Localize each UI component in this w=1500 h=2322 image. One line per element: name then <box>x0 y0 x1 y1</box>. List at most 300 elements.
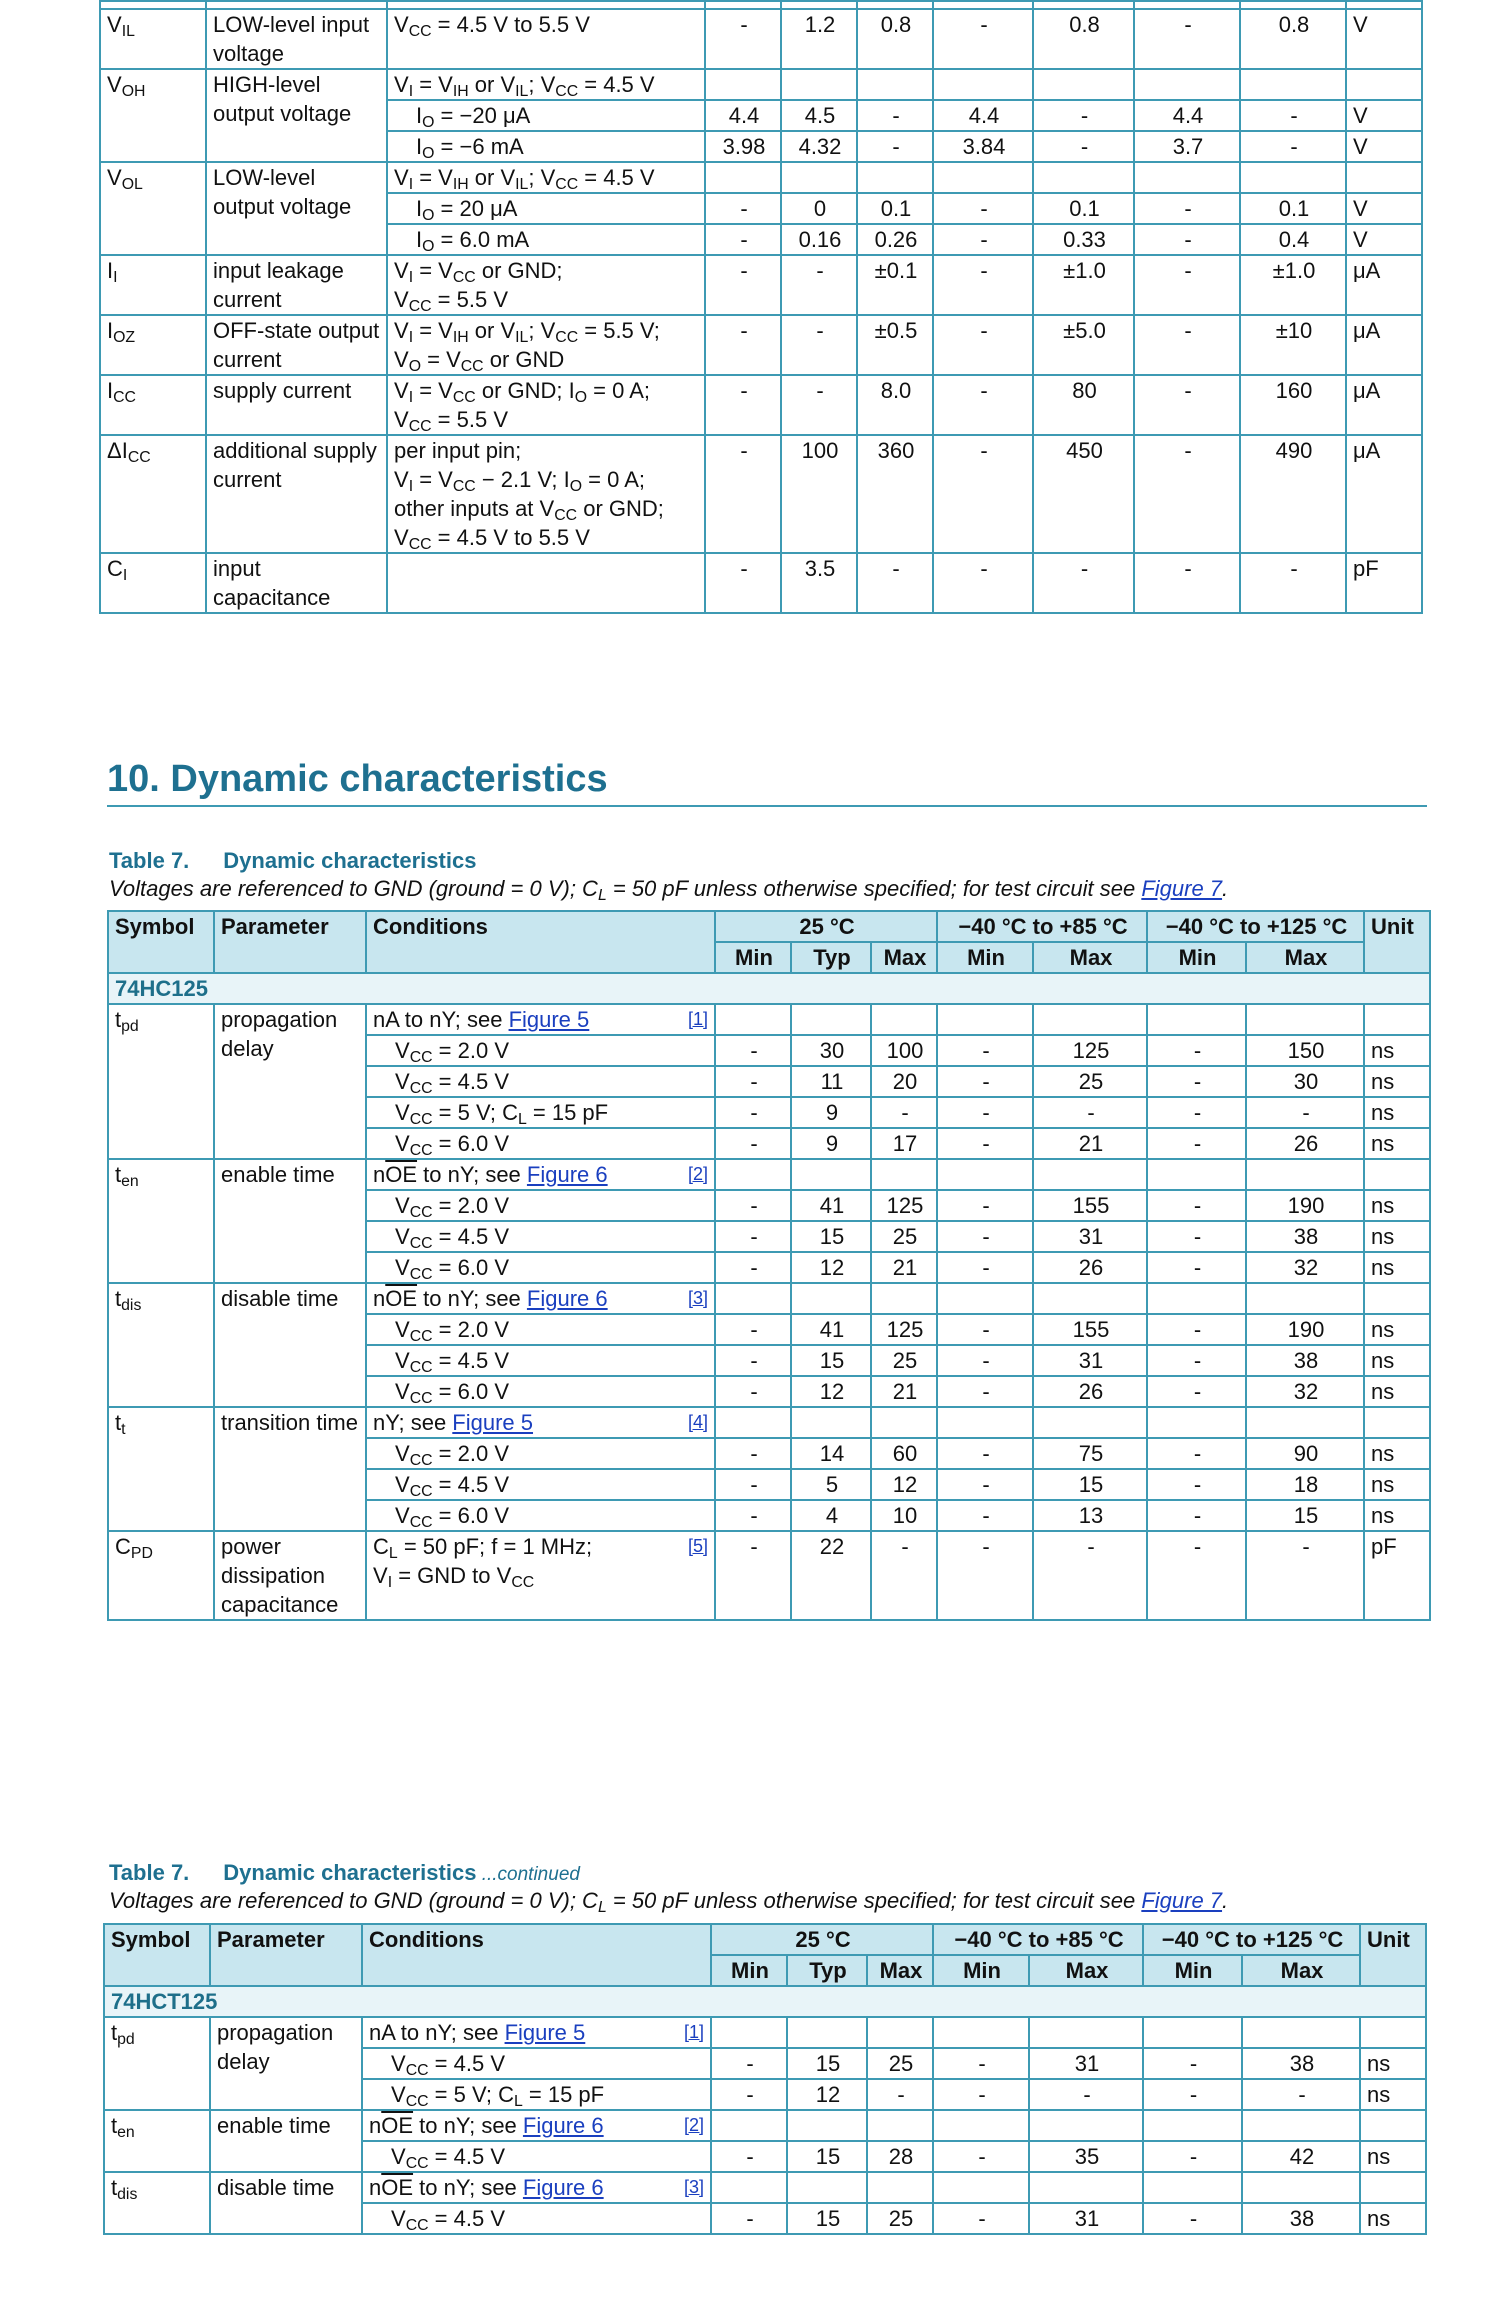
value-cell: - <box>933 9 1033 69</box>
conditions-cell <box>366 1314 715 1345</box>
value-cell: ±0.1 <box>857 255 933 315</box>
parameter-cell: power dissipation capacitance <box>214 1531 366 1620</box>
conditions-text <box>391 2049 706 2078</box>
value-cell: 100 <box>871 1035 937 1066</box>
symbol-cell: $I_{OZ}$ <box>100 315 206 375</box>
table-caption <box>109 848 476 874</box>
empty-cell <box>1143 2172 1242 2203</box>
value-cell: - <box>937 1128 1033 1159</box>
empty-cell <box>781 162 857 193</box>
empty-cell <box>867 2017 933 2048</box>
empty-cell <box>1346 162 1422 193</box>
header-symbol: Symbol <box>104 1924 210 1986</box>
conditions-cell <box>362 2048 711 2079</box>
empty-cell <box>1346 1 1422 9</box>
conditions-text <box>394 256 700 314</box>
value-cell: 9 <box>791 1128 871 1159</box>
value-cell: - <box>1033 553 1134 613</box>
value-cell: 12 <box>791 1252 871 1283</box>
empty-cell <box>857 162 933 193</box>
conditions-cell <box>362 2110 711 2141</box>
empty-cell <box>711 2017 787 2048</box>
value-cell: - <box>1147 1066 1246 1097</box>
value-cell: 28 <box>867 2141 933 2172</box>
conditions-value: $V_{CC} = 2.0$ V <box>395 1038 510 1066</box>
conditions-cell <box>387 193 705 224</box>
conditions-cell <box>366 1128 715 1159</box>
value-cell: - <box>1033 100 1134 131</box>
value-cell: 490 <box>1240 435 1346 553</box>
conditions-value: $V_{CC} = 4.5$ V <box>391 2144 506 2172</box>
value-cell: 125 <box>1033 1035 1147 1066</box>
value-cell: - <box>711 2079 787 2110</box>
conditions-value: $I_O = -20$ μA <box>416 103 531 131</box>
header-25c: 25 °C <box>715 911 937 942</box>
empty-cell <box>1246 1004 1364 1035</box>
value-cell: 9 <box>791 1097 871 1128</box>
value-cell: - <box>715 1469 791 1500</box>
conditions-text <box>395 1098 710 1127</box>
value-cell: 5 <box>791 1469 871 1500</box>
symbol-cell: $t_t$ <box>108 1407 214 1531</box>
conditions-text <box>395 1377 710 1406</box>
conditions-value: $V_{CC} = 4.5$ V to 5.5 V <box>394 12 590 40</box>
value-cell: 15 <box>1033 1469 1147 1500</box>
value-cell: 38 <box>1246 1345 1364 1376</box>
value-cell: 26 <box>1246 1128 1364 1159</box>
value-cell: 15 <box>787 2203 867 2234</box>
value-cell: - <box>933 375 1033 435</box>
empty-cell <box>715 1407 791 1438</box>
continued-label: ...continued <box>476 1864 580 1885</box>
empty-cell <box>871 1283 937 1314</box>
value-cell: 0.16 <box>781 224 857 255</box>
conditions-text <box>373 1005 710 1034</box>
unit-cell: V <box>1346 131 1422 162</box>
empty-cell <box>867 2172 933 2203</box>
value-cell: - <box>1143 2079 1242 2110</box>
value-cell: - <box>705 315 781 375</box>
conditions-value: $V_{CC} = 6.0$ V <box>395 1255 510 1283</box>
value-cell: 11 <box>791 1066 871 1097</box>
conditions-value: $n\overline{OE}$ to nY; see Figure 6 <box>373 1162 608 1187</box>
value-cell: 12 <box>791 1376 871 1407</box>
conditions-cell <box>387 435 705 553</box>
value-cell: - <box>1143 2141 1242 2172</box>
value-cell: 125 <box>871 1314 937 1345</box>
empty-cell <box>791 1283 871 1314</box>
value-cell: - <box>705 553 781 613</box>
unit-cell: pF <box>1364 1531 1430 1620</box>
conditions-text <box>373 1160 710 1189</box>
empty-cell <box>871 1159 937 1190</box>
conditions-text <box>395 1067 710 1096</box>
empty-cell <box>711 2172 787 2203</box>
unit-cell: ns <box>1364 1469 1430 1500</box>
table-note-continued <box>109 1888 1228 1914</box>
parameter-cell: additional supply current <box>206 435 387 553</box>
value-cell: - <box>715 1376 791 1407</box>
empty-cell <box>1033 1283 1147 1314</box>
value-cell: 4.4 <box>933 100 1033 131</box>
conditions-cell <box>362 2172 711 2203</box>
symbol-cell: $C_{PD}$ <box>108 1531 214 1620</box>
value-cell: - <box>711 2141 787 2172</box>
value-cell: 0.1 <box>857 193 933 224</box>
conditions-value: $V_{CC} = 5$ V; $C_L = 15$ pF <box>395 1100 609 1128</box>
empty-cell <box>933 2172 1029 2203</box>
empty-cell <box>1246 1407 1364 1438</box>
header-max: Max <box>1033 942 1147 973</box>
footnote-link[interactable]: [2] <box>683 2115 704 2135</box>
unit-cell: ns <box>1364 1190 1430 1221</box>
value-cell: ±1.0 <box>1033 255 1134 315</box>
value-cell: - <box>715 1531 791 1620</box>
symbol-cell: $t_{en}$ <box>104 2110 210 2172</box>
empty-cell <box>1242 2110 1360 2141</box>
value-cell: - <box>933 255 1033 315</box>
parameter-cell: propagation delay <box>210 2017 362 2110</box>
dynamic-characteristics-table <box>107 910 1431 1621</box>
parameter-cell: enable time <box>210 2110 362 2172</box>
value-cell: - <box>1240 131 1346 162</box>
empty-cell <box>1360 2110 1426 2141</box>
conditions-cell <box>362 2203 711 2234</box>
table-row <box>100 553 1422 613</box>
table-row <box>104 2172 1426 2203</box>
value-cell: 0.8 <box>1033 9 1134 69</box>
empty-cell <box>871 1407 937 1438</box>
value-cell: - <box>1134 375 1240 435</box>
empty-cell <box>791 1159 871 1190</box>
value-cell: 60 <box>871 1438 937 1469</box>
value-cell: - <box>871 1531 937 1620</box>
value-cell: 22 <box>791 1531 871 1620</box>
conditions-value: $I_O = 20$ μA <box>416 196 518 224</box>
conditions-cell <box>362 2079 711 2110</box>
value-cell: 10 <box>871 1500 937 1531</box>
value-cell: - <box>1029 2079 1143 2110</box>
value-cell: - <box>715 1066 791 1097</box>
header-symbol: Symbol <box>108 911 214 973</box>
empty-cell <box>1033 162 1134 193</box>
conditions-text <box>416 225 700 254</box>
conditions-cell <box>366 1469 715 1500</box>
unit-cell: ns <box>1364 1345 1430 1376</box>
empty-cell <box>1033 1 1134 9</box>
symbol-cell: $I_I$ <box>100 255 206 315</box>
conditions-value: $V_I = V_{IH}$ or $V_{IL}$; $V_{CC} = 4.5$ V <box>394 165 655 193</box>
conditions-value: $V_{CC} = 4.5$ V <box>391 2051 506 2079</box>
value-cell: - <box>933 193 1033 224</box>
value-cell: - <box>1033 1097 1147 1128</box>
conditions-value: $V_{CC} = 5$ V; $C_L = 15$ pF <box>391 2082 605 2110</box>
footnote-link[interactable]: [5] <box>687 1536 708 1556</box>
conditions-cell <box>387 315 705 375</box>
table-row <box>100 69 1422 100</box>
value-cell: 0.8 <box>857 9 933 69</box>
value-cell: - <box>1134 435 1240 553</box>
parameter-cell: enable time <box>214 1159 366 1283</box>
unit-cell: V <box>1346 100 1422 131</box>
unit-cell: μA <box>1346 315 1422 375</box>
header-unit: Unit <box>1360 1924 1426 1986</box>
symbol-cell: $I_{CC}$ <box>100 375 206 435</box>
footnote-link[interactable]: [1] <box>683 2022 704 2042</box>
conditions-cell <box>366 1500 715 1531</box>
table-row <box>104 2110 1426 2141</box>
header-typ: Typ <box>791 942 871 973</box>
value-cell: 38 <box>1242 2203 1360 2234</box>
header-125c: −40 °C to +125 °C <box>1147 911 1364 942</box>
empty-cell <box>387 1 705 9</box>
empty-cell <box>933 2017 1029 2048</box>
conditions-cell <box>366 1221 715 1252</box>
conditions-value: $V_{CC} = 2.0$ V <box>395 1441 510 1469</box>
value-cell: 155 <box>1033 1314 1147 1345</box>
symbol-cell: $t_{dis}$ <box>104 2172 210 2234</box>
empty-cell <box>1240 69 1346 100</box>
conditions-cell <box>387 224 705 255</box>
conditions-value: $V_{CC} = 6.0$ V <box>395 1131 510 1159</box>
value-cell: - <box>937 1469 1033 1500</box>
value-cell: 0.1 <box>1240 193 1346 224</box>
table-row <box>100 1 1422 9</box>
value-cell: - <box>705 375 781 435</box>
empty-cell <box>1029 2017 1143 2048</box>
conditions-cell <box>362 2141 711 2172</box>
conditions-text <box>391 2204 706 2233</box>
empty-cell <box>711 2110 787 2141</box>
table-note-text: Voltages are referenced to GND (ground = 0 V); $C_L = 50$ pF unless otherwise specified; for test circuit see Figure 7. <box>109 876 1229 904</box>
parameter-cell: HIGH-level output voltage <box>206 69 387 162</box>
unit-cell: ns <box>1364 1066 1430 1097</box>
footnote-link[interactable]: [4] <box>687 1412 708 1432</box>
value-cell: 75 <box>1033 1438 1147 1469</box>
value-cell: - <box>857 100 933 131</box>
empty-cell <box>857 1 933 9</box>
value-cell: 4.5 <box>781 100 857 131</box>
value-cell: 0.1 <box>1033 193 1134 224</box>
value-cell: - <box>933 553 1033 613</box>
footnote-link[interactable]: [1] <box>687 1009 708 1029</box>
conditions-text <box>395 1253 710 1282</box>
empty-cell <box>705 69 781 100</box>
table-row <box>108 1407 1430 1438</box>
value-cell: - <box>933 435 1033 553</box>
conditions-value: $V_{CC} = 4.5$ V <box>395 1472 510 1500</box>
unit-cell: V <box>1346 193 1422 224</box>
empty-cell <box>791 1004 871 1035</box>
conditions-value: nA to nY; see Figure 5 <box>373 1007 590 1032</box>
header-min: Min <box>715 942 791 973</box>
conditions-cell <box>366 1035 715 1066</box>
value-cell: - <box>1147 1531 1246 1620</box>
table-row <box>100 315 1422 375</box>
device-group-label: 74HC125 <box>108 973 1430 1004</box>
empty-cell <box>1029 2110 1143 2141</box>
table-row <box>100 9 1422 69</box>
conditions-text <box>394 10 700 39</box>
conditions-text <box>395 1129 710 1158</box>
empty-cell <box>1143 2110 1242 2141</box>
value-cell: - <box>937 1438 1033 1469</box>
conditions-value: $n\overline{OE}$ to nY; see Figure 6 <box>369 2113 604 2138</box>
symbol-cell: $V_{IL}$ <box>100 9 206 69</box>
empty-cell <box>937 1407 1033 1438</box>
conditions-text <box>395 1346 710 1375</box>
parameter-cell: LOW-level input voltage <box>206 9 387 69</box>
value-cell: 150 <box>1246 1035 1364 1066</box>
empty-cell <box>937 1159 1033 1190</box>
unit-cell: V <box>1346 224 1422 255</box>
conditions-cell <box>387 255 705 315</box>
header-min: Min <box>933 1955 1029 1986</box>
group-row <box>104 1986 1426 2017</box>
conditions-value: $V_{CC} = 2.0$ V <box>395 1317 510 1345</box>
conditions-cell <box>362 2017 711 2048</box>
value-cell: 31 <box>1029 2048 1143 2079</box>
table-row <box>104 2017 1426 2048</box>
value-cell: - <box>933 224 1033 255</box>
table-note <box>109 876 1228 902</box>
conditions-value: $V_I = V_{IH}$ or $V_{IL}$; $V_{CC} = 5.5$ V; $V_O = V_{CC}$ or GND <box>394 318 660 375</box>
conditions-text <box>395 1501 710 1530</box>
empty-cell <box>1134 69 1240 100</box>
value-cell: - <box>857 131 933 162</box>
value-cell: 1.2 <box>781 9 857 69</box>
value-cell: - <box>715 1314 791 1345</box>
value-cell: 0 <box>781 193 857 224</box>
conditions-value: $V_{CC} = 2.0$ V <box>395 1193 510 1221</box>
empty-cell <box>100 1 206 9</box>
value-cell: 3.7 <box>1134 131 1240 162</box>
value-cell: - <box>705 435 781 553</box>
value-cell: 155 <box>1033 1190 1147 1221</box>
value-cell: - <box>1147 1345 1246 1376</box>
conditions-text <box>391 2142 706 2171</box>
value-cell: 18 <box>1246 1469 1364 1500</box>
conditions-cell <box>366 1252 715 1283</box>
parameter-cell: supply current <box>206 375 387 435</box>
unit-cell: ns <box>1364 1221 1430 1252</box>
header-min: Min <box>1147 942 1246 973</box>
table-number: Table 7. <box>109 848 190 873</box>
value-cell: - <box>1147 1469 1246 1500</box>
value-cell: - <box>937 1345 1033 1376</box>
value-cell: 30 <box>1246 1066 1364 1097</box>
conditions-text <box>373 1284 710 1313</box>
value-cell: 14 <box>791 1438 871 1469</box>
empty-cell <box>705 162 781 193</box>
value-cell: 125 <box>871 1190 937 1221</box>
conditions-value: $V_{CC} = 4.5$ V <box>391 2206 506 2234</box>
conditions-cell <box>366 1438 715 1469</box>
conditions-value: $V_I = V_{IH}$ or $V_{IL}$; $V_{CC} = 4.5$ V <box>394 72 655 100</box>
value-cell: 31 <box>1033 1345 1147 1376</box>
conditions-text <box>369 2018 706 2047</box>
value-cell: - <box>1246 1097 1364 1128</box>
value-cell: - <box>705 224 781 255</box>
table-row <box>108 1004 1430 1035</box>
header-unit: Unit <box>1364 911 1430 973</box>
value-cell: 26 <box>1033 1376 1147 1407</box>
value-cell: - <box>933 2203 1029 2234</box>
table-note-continued-text: Voltages are referenced to GND (ground = 0 V); $C_L = 50$ pF unless otherwise specified; for test circuit see Figure 7. <box>109 1888 1229 1916</box>
value-cell: - <box>715 1128 791 1159</box>
value-cell: - <box>1147 1314 1246 1345</box>
section-heading: 10. Dynamic characteristics <box>107 758 1427 807</box>
conditions-text <box>391 2080 706 2109</box>
value-cell: 25 <box>867 2203 933 2234</box>
empty-cell <box>787 2110 867 2141</box>
unit-cell: ns <box>1360 2203 1426 2234</box>
conditions-text <box>416 101 700 130</box>
footnote-link[interactable]: [3] <box>683 2177 704 2197</box>
empty-cell <box>937 1283 1033 1314</box>
empty-cell <box>1033 1407 1147 1438</box>
conditions-cell <box>366 1345 715 1376</box>
value-cell: - <box>1240 553 1346 613</box>
value-cell: 190 <box>1246 1190 1364 1221</box>
header-125c: −40 °C to +125 °C <box>1143 1924 1360 1955</box>
value-cell: - <box>711 2203 787 2234</box>
conditions-text <box>394 436 700 552</box>
parameter-cell: input leakage current <box>206 255 387 315</box>
header-row <box>104 1924 1426 1955</box>
value-cell: 41 <box>791 1190 871 1221</box>
value-cell: - <box>1147 1438 1246 1469</box>
value-cell: - <box>933 2048 1029 2079</box>
conditions-value: $C_L = 50$ pF; f = 1 MHz; $V_I$ = GND to $V_{CC}$ <box>373 1534 593 1591</box>
header-max: Max <box>1029 1955 1143 1986</box>
empty-cell <box>1364 1004 1430 1035</box>
value-cell: - <box>715 1252 791 1283</box>
value-cell: 15 <box>791 1345 871 1376</box>
value-cell: - <box>705 9 781 69</box>
value-cell: - <box>705 255 781 315</box>
header-min: Min <box>937 942 1033 973</box>
unit-cell: pF <box>1346 553 1422 613</box>
footnote-link[interactable]: [3] <box>687 1288 708 1308</box>
symbol-cell: $V_{OH}$ <box>100 69 206 162</box>
unit-cell: ns <box>1364 1252 1430 1283</box>
empty-cell <box>1143 2017 1242 2048</box>
empty-cell <box>1033 69 1134 100</box>
conditions-text <box>395 1439 710 1468</box>
header-max: Max <box>871 942 937 973</box>
value-cell: - <box>937 1252 1033 1283</box>
value-cell: 20 <box>871 1066 937 1097</box>
conditions-value: $V_{CC} = 4.5$ V <box>395 1348 510 1376</box>
empty-cell <box>715 1004 791 1035</box>
header-max: Max <box>867 1955 933 1986</box>
value-cell: 42 <box>1242 2141 1360 2172</box>
conditions-text <box>394 316 700 374</box>
footnote-link[interactable]: [2] <box>687 1164 708 1184</box>
unit-cell: ns <box>1364 1438 1430 1469</box>
value-cell: - <box>1134 553 1240 613</box>
header-row <box>108 911 1430 942</box>
value-cell: - <box>937 1035 1033 1066</box>
header-max: Max <box>1242 1955 1360 1986</box>
table-row <box>108 1159 1430 1190</box>
value-cell: - <box>1242 2079 1360 2110</box>
empty-cell <box>1033 1159 1147 1190</box>
value-cell: 4.4 <box>1134 100 1240 131</box>
empty-cell <box>933 69 1033 100</box>
value-cell: 12 <box>871 1469 937 1500</box>
